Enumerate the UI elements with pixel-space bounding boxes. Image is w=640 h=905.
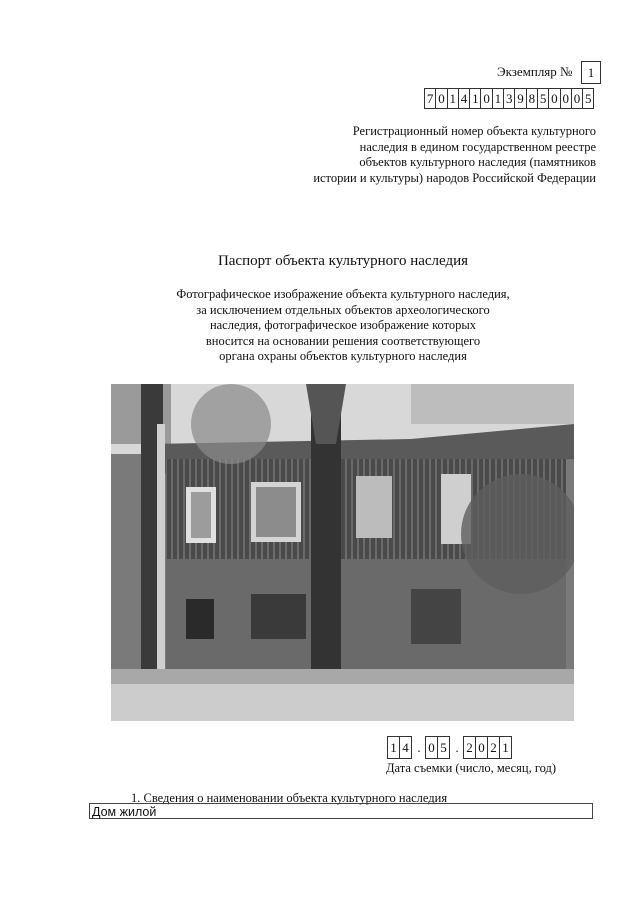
date-digit: 0	[475, 736, 488, 759]
reg-digit: 0	[560, 88, 572, 109]
reg-digit: 3	[503, 88, 515, 109]
object-name-field[interactable]: Дом жилой	[89, 803, 593, 819]
registration-number	[425, 88, 594, 109]
date-digit: 0	[425, 736, 438, 759]
reg-digit: 8	[526, 88, 538, 109]
reg-digit: 1	[469, 88, 481, 109]
reg-digit: 1	[492, 88, 504, 109]
registration-caption	[266, 124, 596, 186]
date-digit: 4	[399, 736, 412, 759]
caption-line: органа охраны объектов культурного наследия	[219, 349, 467, 363]
caption-line: объектов культурного наследия (памятников	[359, 155, 596, 169]
caption-line: Фотографическое изображение объекта культурного наследия,	[176, 287, 510, 301]
date-digit: 5	[437, 736, 450, 759]
section-title: 1. Сведения о наименовании объекта культурного наследия	[131, 791, 448, 805]
caption-line: истории и культуры) народов Российской Федерации	[313, 170, 596, 185]
date-digit: 2	[487, 736, 500, 759]
date-separator: .	[417, 740, 421, 755]
reg-digit: 4	[458, 88, 470, 109]
photo-date	[388, 736, 512, 759]
reg-digit: 0	[435, 88, 447, 109]
date-digit: 1	[387, 736, 400, 759]
page-title: Паспорт объекта культурного наследия	[217, 253, 469, 269]
reg-digit: 0	[548, 88, 560, 109]
caption-line: Регистрационный номер объекта культурного	[352, 124, 596, 138]
reg-digit: 5	[582, 88, 594, 109]
reg-digit: 1	[447, 88, 459, 109]
object-photo	[111, 384, 574, 721]
copy-number-box: 1	[581, 61, 601, 84]
photo-caption	[0, 287, 640, 365]
reg-digit: 0	[480, 88, 492, 109]
date-caption: Дата съемки (число, месяц, год)	[386, 761, 557, 775]
caption-line: наследия, фотографическое изображение которых	[209, 318, 477, 332]
reg-digit: 9	[514, 88, 526, 109]
reg-digit: 7	[424, 88, 436, 109]
caption-line: наследия в едином государственном реестре	[359, 139, 596, 154]
caption-line: вносится на основании решения соответствующего	[205, 333, 481, 348]
date-digit: 2	[463, 736, 476, 759]
reg-digit: 5	[537, 88, 549, 109]
copy-label: Экземпляр №	[497, 64, 573, 79]
date-separator: .	[455, 740, 459, 755]
date-digit: 1	[499, 736, 512, 759]
caption-line: за исключением отдельных объектов археологического	[196, 302, 490, 317]
reg-digit: 0	[571, 88, 583, 109]
